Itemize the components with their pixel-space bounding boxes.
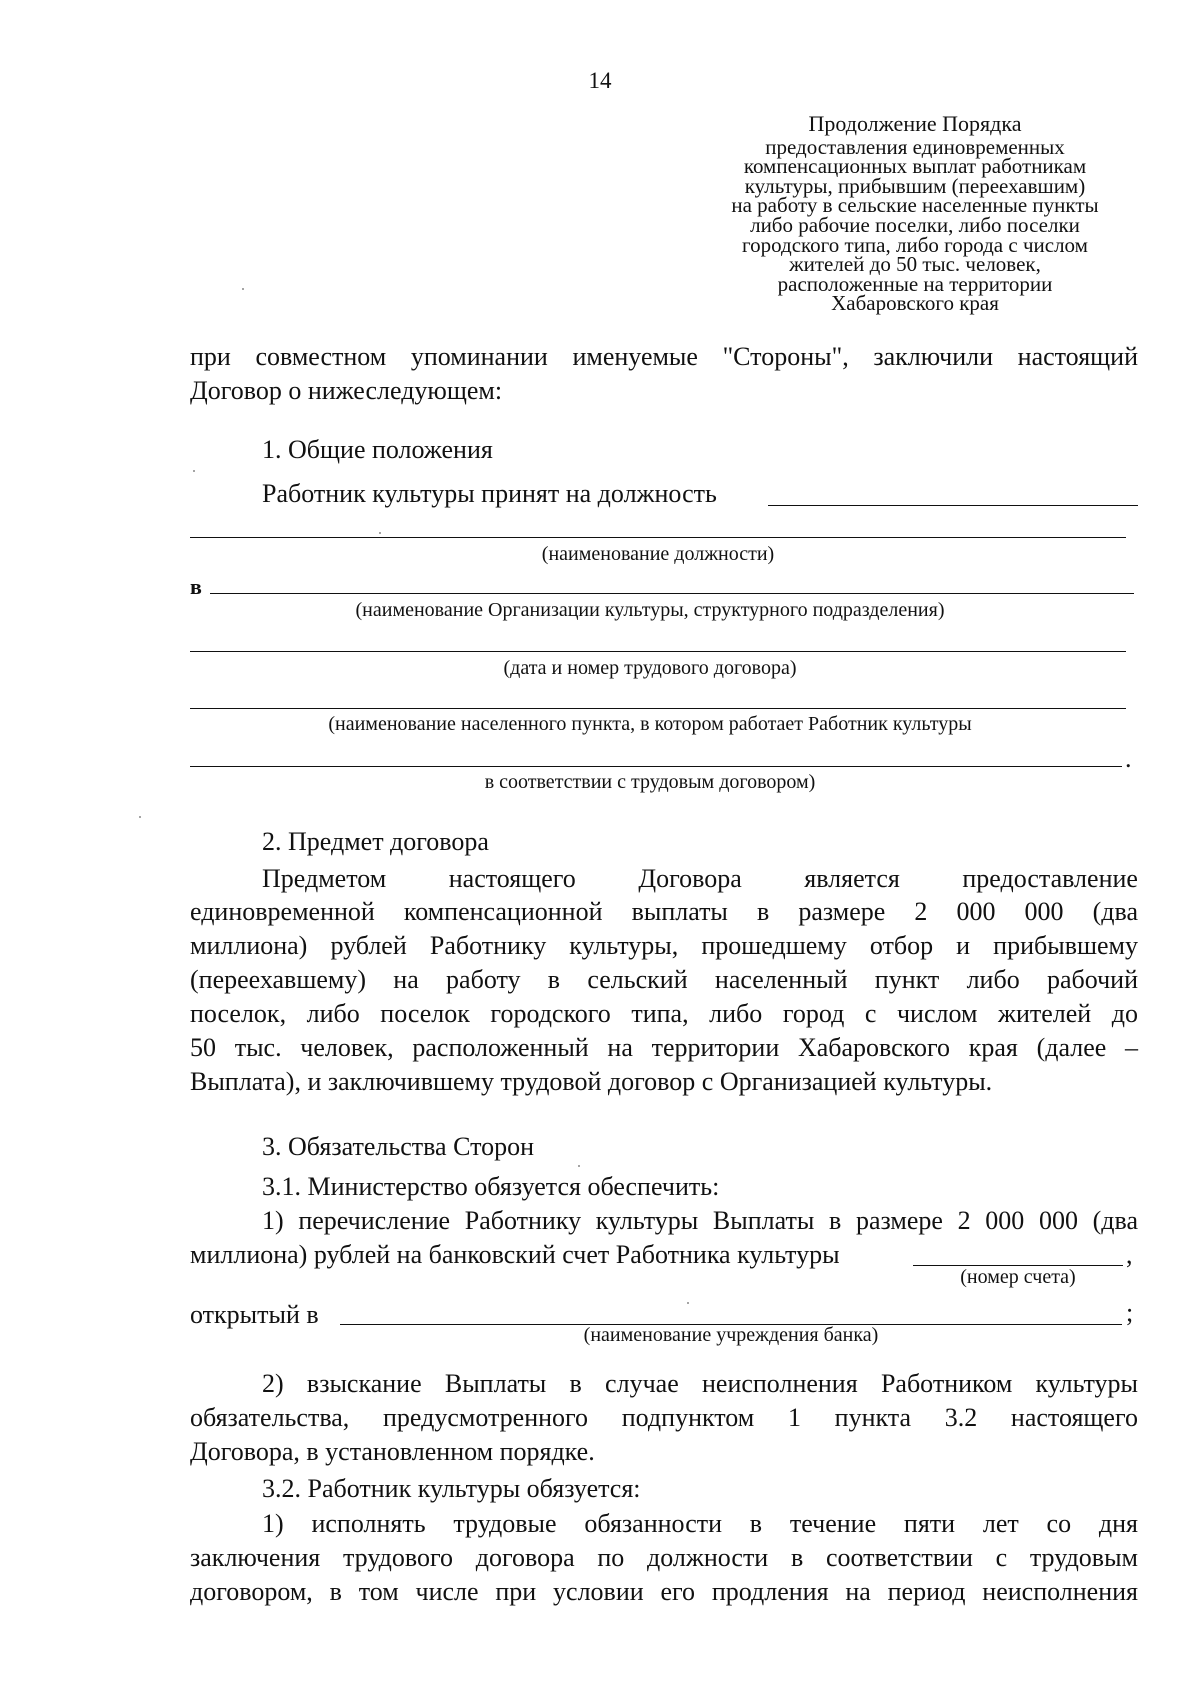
- section-2-heading: 2. Предмет договора: [262, 827, 489, 856]
- section-2-line: 50 тыс. человек, расположенный на территории Хабаровского края (далее –: [190, 1033, 1138, 1062]
- appendix-header-title: Продолжение Порядка: [808, 111, 1022, 136]
- scan-speck: [578, 1165, 580, 1167]
- contract-field-line: [190, 651, 1126, 652]
- section-2-line: поселок, либо поселок городского типа, либо город с числом жителей до: [190, 999, 1138, 1028]
- section-1-heading: 1. Общие положения: [262, 435, 493, 464]
- clause-3-1-item-1-line: миллиона) рублей на банковский счет Работника культуры: [190, 1240, 840, 1269]
- section-2-last-line: Выплата), и заключившему трудовой договор с Организацией культуры.: [190, 1067, 993, 1096]
- position-caption: (наименование должности): [541, 543, 775, 565]
- appendix-header-line: компенсационных выплат работникам: [743, 154, 1087, 179]
- scan-speck: [379, 532, 381, 534]
- settlement-field-line: [190, 708, 1126, 709]
- settlement-field-line-2: [190, 766, 1122, 767]
- section-2-word: Договора: [638, 864, 742, 893]
- appendix-header-line: расположенные на территории: [777, 271, 1053, 296]
- bank-semicolon: ;: [1126, 1298, 1134, 1327]
- clause-3-1-item-2-line: 2) взыскание Выплаты в случае неисполнения Работником культуры: [262, 1369, 1138, 1398]
- account-caption: (номер счета): [960, 1266, 1076, 1288]
- settlement-caption-cont: в соответствии с трудовым договором): [484, 771, 816, 793]
- section-2-word: Предметом: [262, 864, 387, 893]
- section-2-line: (переехавшему) на работу в сельский населенный пункт либо рабочий: [190, 965, 1138, 994]
- section-2-line: миллиона) рублей Работнику культуры, прошедшему отбор и прибывшему: [190, 931, 1138, 960]
- appendix-header-line: Хабаровского края: [831, 291, 999, 316]
- bank-caption: (наименование учреждения банка): [583, 1324, 879, 1346]
- position-field-line: [768, 505, 1138, 506]
- clause-3-2-heading: 3.2. Работник культуры обязуется:: [262, 1474, 641, 1503]
- account-comma: ,: [1126, 1240, 1133, 1269]
- appendix-header: [690, 111, 1140, 316]
- settlement-caption: (наименование населенного пункта, в котором работает Работник культуры: [328, 713, 972, 735]
- clause-3-1-item-1-line: 1) перечисление Работнику культуры Выплаты в размере 2 000 000 (два: [262, 1206, 1138, 1235]
- appendix-header-line: жителей до 50 тыс. человек,: [789, 252, 1041, 277]
- page-number: 14: [588, 68, 612, 93]
- scan-speck: [139, 816, 141, 818]
- section-2-word: настоящего: [448, 864, 576, 893]
- contract-caption: (дата и номер трудового договора): [503, 657, 797, 679]
- position-field-line-2: [190, 537, 1126, 538]
- scan-speck: [193, 470, 195, 472]
- clause-3-2-item-1-line: 1) исполнять трудовые обязанности в течение пяти лет со дня: [262, 1509, 1138, 1538]
- appendix-header-line: на работу в сельские населенные пункты: [731, 193, 1099, 218]
- scan-speck: [242, 288, 244, 290]
- organization-caption: (наименование Организации культуры, структурного подразделения): [355, 599, 945, 621]
- scan-speck: [687, 1302, 689, 1304]
- appendix-header-line: предоставления единовременных: [765, 134, 1065, 159]
- opened-in-label: открытый в: [190, 1300, 319, 1329]
- settlement-end-punct: .: [1125, 744, 1132, 773]
- section-2-line: единовременной компенсационной выплаты в размере 2 000 000 (два: [190, 897, 1138, 926]
- section-2-word: является: [804, 864, 900, 893]
- in-prefix: в: [190, 574, 202, 599]
- clause-3-2-item-1-line: заключения трудового договора по должности в соответствии с трудовым: [190, 1543, 1138, 1572]
- appendix-header-line: либо рабочие поселки, либо поселки: [750, 212, 1080, 237]
- intro-line: Договор о нижеследующем:: [190, 376, 503, 405]
- appendix-header-line: городского типа, либо города с числом: [742, 232, 1088, 257]
- organization-field-line: [210, 593, 1134, 594]
- position-label: Работник культуры принят на должность: [262, 479, 717, 508]
- section-2-word: предоставление: [962, 864, 1138, 893]
- section-2-first-line: [262, 862, 1138, 895]
- clause-3-1-heading: 3.1. Министерство обязуется обеспечить:: [262, 1172, 720, 1201]
- intro-line: при совместном упоминании именуемые "Стороны", заключили настоящий: [190, 342, 1138, 371]
- clause-3-1-item-2-line: обязательства, предусмотренного подпунктом 1 пункта 3.2 настоящего: [190, 1403, 1138, 1432]
- appendix-header-line: культуры, прибывшим (переехавшим): [744, 173, 1086, 198]
- clause-3-1-item-2-last-line: Договора, в установленном порядке.: [190, 1437, 595, 1466]
- section-3-heading: 3. Обязательства Сторон: [262, 1132, 534, 1161]
- clause-3-2-item-1-line: договором, в том числе при условии его продления на период неисполнения: [190, 1577, 1138, 1606]
